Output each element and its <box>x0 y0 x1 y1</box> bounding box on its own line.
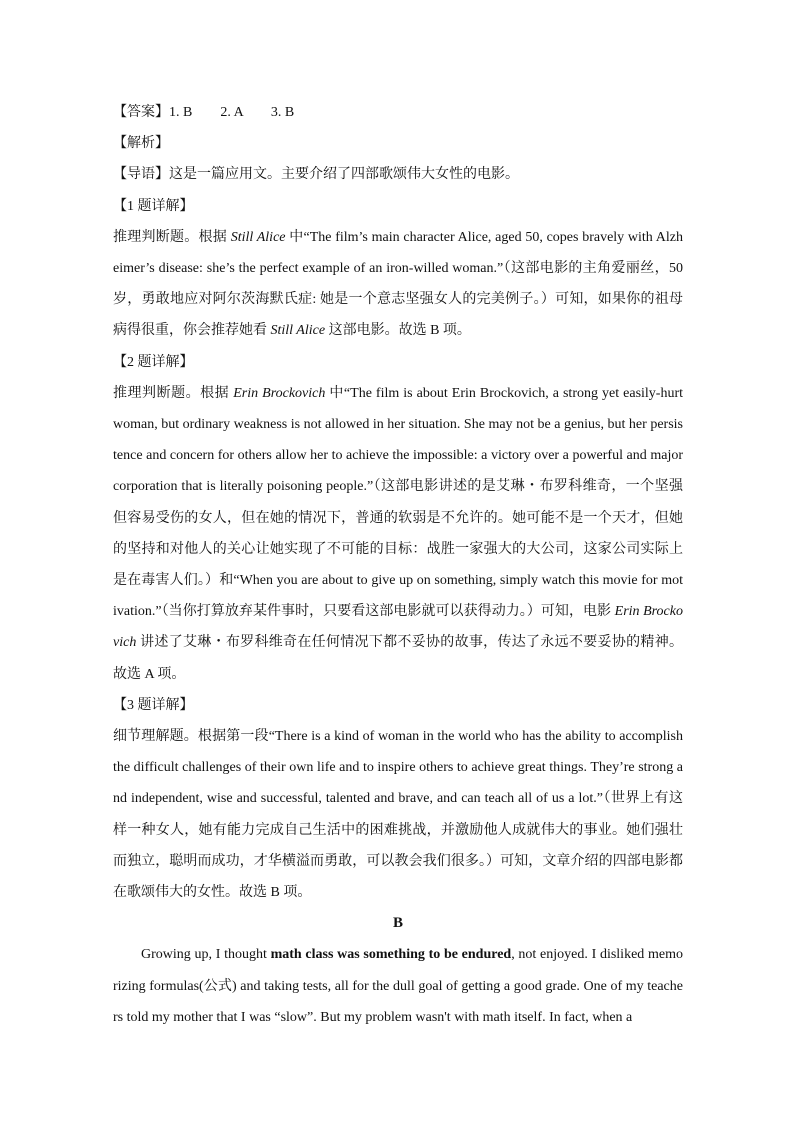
passage-bold: math class was something to be endured <box>270 947 512 963</box>
guide-label: 【导语】 <box>113 167 169 183</box>
section-b-heading: B <box>392 915 403 932</box>
document-page <box>113 97 683 1033</box>
q1-mid: 中“The film’s main character Alice, aged 50, copes bravely with Alzheimer’s disease: she’s the perfect example of an iron-willed woman.”（这部电影的主角爱丽丝，50 岁，勇敢地应对阿尔茨海默氏症: 她是一个意志坚强女人的完美例子。）可知，如果你的祖母病得很重，你会推荐她看 <box>113 229 683 339</box>
answer-items: 1. B 2. A 3. B <box>169 105 295 120</box>
guide-line <box>113 159 683 190</box>
q1-film-title-2: Still Alice <box>270 323 326 339</box>
answer-line <box>113 97 683 128</box>
q2-mid: 中“The film is about Erin Brockovich, a strong yet easily-hurt woman, but ordinary weakness is not allowed in her situation. She may not be a genius, but her persistence and concern for others allow her to achieve the impossible: a victory over a powerful and major corporation that is literally poisoning people.”（这部电影讲述的是艾琳・布罗科维奇，一个坚强但容易受伤的女人，但在她的情况下，普通的软弱是不允许的。她可能不是一个天才，但她的坚持和对他人的关心让她实现了不可能的目标：战胜一家强大的大公司，这家公司实际上是在毒害人们。）和“When you are about to give up on something, simply watch this movie for motivation.”（当你打算放弃某件事时，只要看这部电影就可以获得动力。）可知，电影 <box>113 385 684 620</box>
q1-explanation <box>113 222 683 347</box>
q3-title: 【3 题详解】 <box>113 697 194 713</box>
passage-pre: Growing up, I thought <box>141 947 271 963</box>
q2-post: 讲述了艾琳・布罗科维奇在任何情况下都不妥协的故事，传达了永远不要妥协的精神。故选 A 项。 <box>113 635 683 682</box>
q1-title: 【1 题详解】 <box>113 198 194 214</box>
q2-title: 【2 题详解】 <box>113 354 194 370</box>
q2-film-title-2: Erin Brockovich <box>113 604 683 651</box>
q1-post: 这部电影。故选 B 项。 <box>325 323 471 339</box>
guide-text: 这是一篇应用文。主要介绍了四部歌颂伟大女性的电影。 <box>169 167 519 183</box>
answer-label: 【答案】 <box>113 105 169 120</box>
q1-film-title: Still Alice <box>230 229 286 245</box>
q3-explanation: 细节理解题。根据第一段“There is a kind of woman in the world who has the ability to accomplish the difficult challenges of their own life and to inspire others to achieve great things. They’re strong and independent, wise and successful, talented and brave, and can teach all of us a lot.”（世界上有这样一种女人，她有能力完成自己生活中的困难挑战，并激励他人成就伟大的事业。她们强壮而独立，聪明而成功，才华横溢而勇敢，可以教会我们很多。）可知，文章介绍的四部电影都在歌颂伟大的女性。故选 B 项。 <box>113 729 683 901</box>
q2-explanation <box>113 378 683 690</box>
passage-post: , not enjoyed. I disliked memorizing formulas(公式) and taking tests, all for the dull goal of getting a good grade. One of my teachers told my mother that I was “slow”. But my problem wasn't with math itself. In fact, when a <box>113 947 684 1025</box>
q2-film-title: Erin Brockovich <box>233 385 326 401</box>
passage-paragraph <box>113 939 683 1033</box>
q2-pre: 推理判断题。根据 <box>113 385 234 401</box>
analysis-label: 【解析】 <box>113 136 169 152</box>
q1-pre: 推理判断题。根据 <box>113 229 231 245</box>
